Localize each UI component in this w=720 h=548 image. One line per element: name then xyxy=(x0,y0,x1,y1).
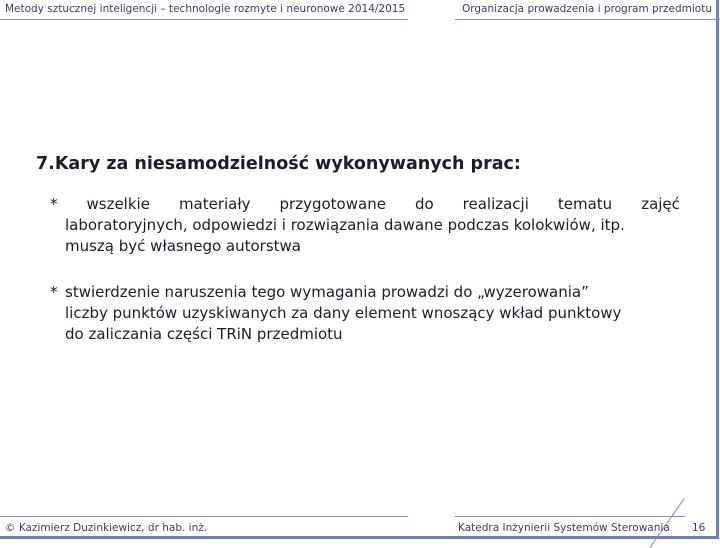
bullet-1-first-line xyxy=(50,194,680,215)
bullet-word: wszelkie xyxy=(86,195,150,213)
footer-divider-left xyxy=(0,516,408,517)
bullet-2-line-3: do zaliczania części TRiN przedmiotu xyxy=(65,325,343,343)
bullet-2-line-2: liczby punktów uzyskiwanych za dany element wnoszący wkład punktowy xyxy=(65,304,622,322)
page-number: 16 xyxy=(692,522,706,534)
bullet-word: realizacji xyxy=(462,195,529,213)
header-course-title: Metody sztucznej inteligencji – technologie rozmyte i neuronowe 2014/2015 xyxy=(5,3,406,15)
footer-department: Katedra Inżynierii Systemów Sterowania xyxy=(458,522,670,534)
bullet-2-line-1: stwierdzenie naruszenia tego wymagania prowadzi do „wyzerowania” xyxy=(65,283,589,301)
bullet-1-line-2: laboratoryjnych, odpowiedzi i rozwiązania dawane podczas kolokwiów, itp. xyxy=(65,216,625,234)
bullet-word: do xyxy=(414,195,434,213)
bullet-marker: * xyxy=(50,195,58,213)
bullet-word: materiały xyxy=(178,195,251,213)
bullet-word: tematu xyxy=(557,195,613,213)
bullet-word: przygotowane xyxy=(279,195,386,213)
header-section-title: Organizacja prowadzenia i program przedmiotu xyxy=(461,3,712,15)
bullet-marker: * xyxy=(50,283,58,301)
bullet-word: zajęć xyxy=(641,195,680,213)
bullet-item-2 xyxy=(50,282,680,345)
bullet-1-line-3: muszą być własnego autorstwa xyxy=(65,237,302,255)
header-divider-right xyxy=(455,19,720,20)
bullet-item-1 xyxy=(50,194,680,257)
slide-heading: 7.Kary za niesamodzielność wykonywanych prac: xyxy=(36,154,521,174)
footer-author: © Kazimierz Duzinkiewicz, dr hab. inż. xyxy=(5,522,208,534)
header-divider-left xyxy=(0,19,408,20)
footer-divider-right xyxy=(455,516,685,517)
bullet-2-first-line xyxy=(50,282,680,303)
